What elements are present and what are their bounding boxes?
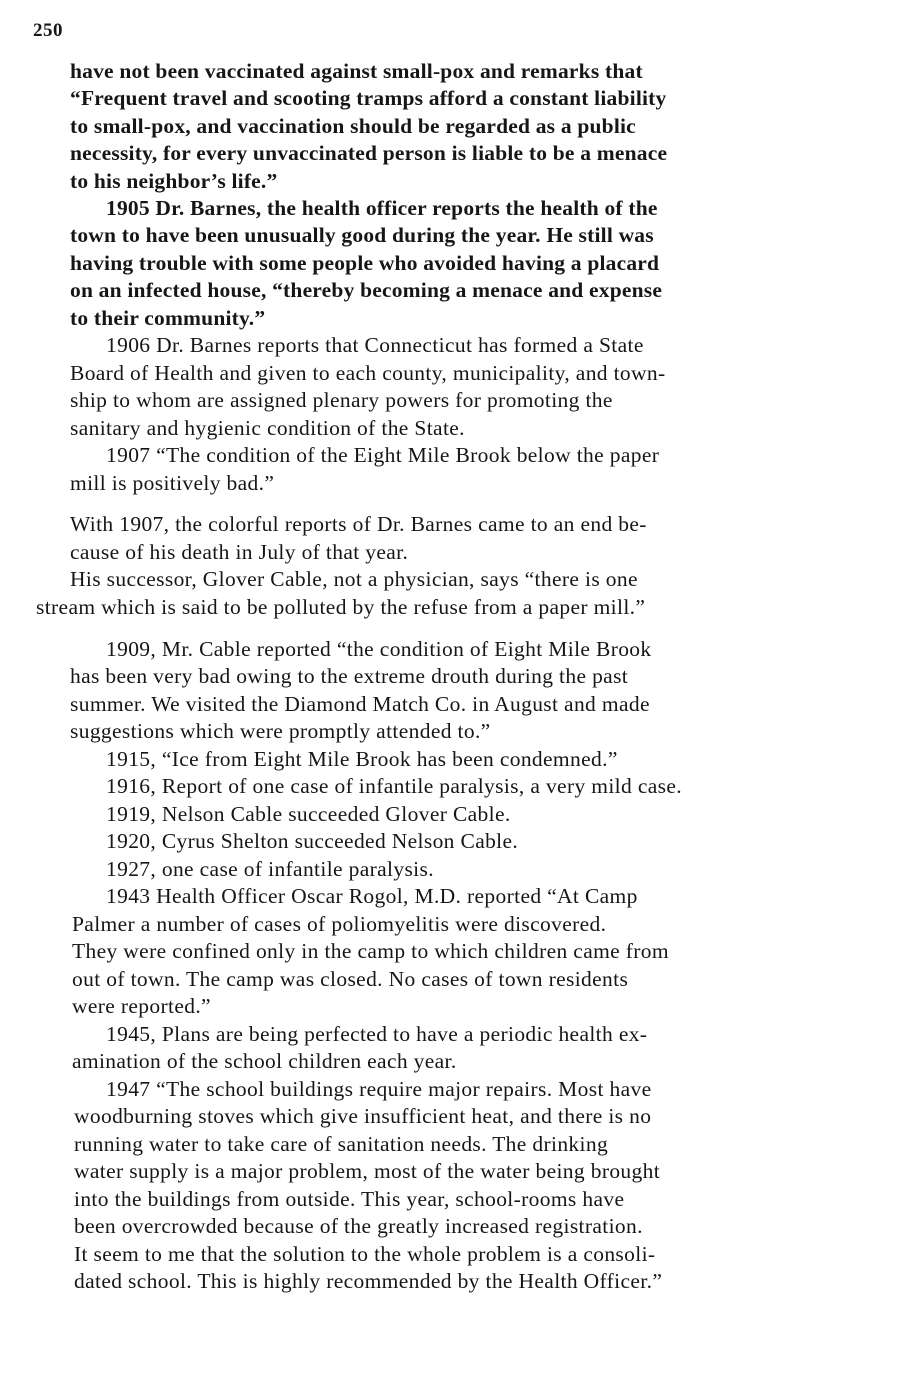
text-line: ship to whom are assigned plenary powers for promoting the xyxy=(70,388,613,412)
text-line: to small-pox, and vaccination should be regarded as a public xyxy=(70,114,636,138)
text-line: were reported.” xyxy=(72,994,211,1018)
text-line: It seem to me that the solution to the whole problem is a consoli- xyxy=(74,1242,656,1266)
text-line: water supply is a major problem, most of the water being brought xyxy=(74,1159,661,1183)
text-line: running water to take care of sanitation needs. The drinking xyxy=(74,1132,609,1156)
text-line: woodburning stoves which give insufficient heat, and there is no xyxy=(74,1104,652,1128)
text-line: suggestions which were promptly attended to.” xyxy=(70,719,491,743)
text-line: 1905 Dr. Barnes, the health officer reports the health of the xyxy=(106,196,658,220)
text-line: dated school. This is highly recommended by the Health Officer.” xyxy=(74,1269,663,1293)
text-line: into the buildings from outside. This year, school-rooms have xyxy=(74,1187,625,1211)
text-line: 1920, Cyrus Shelton succeeded Nelson Cable. xyxy=(106,829,519,853)
text-line: amination of the school children each year. xyxy=(72,1049,457,1073)
text-line: 1907 “The condition of the Eight Mile Brook below the paper xyxy=(106,443,660,467)
text-line: have not been vaccinated against small-pox and remarks that xyxy=(70,59,643,83)
text-line: on an infected house, “thereby becoming a menace and expense xyxy=(70,278,663,302)
text-line: been overcrowded because of the greatly increased registration. xyxy=(74,1214,643,1238)
text-line: 1915, “Ice from Eight Mile Brook has been condemned.” xyxy=(106,747,618,771)
text-line: out of town. The camp was closed. No cases of town residents xyxy=(72,967,629,991)
text-line: summer. We visited the Diamond Match Co. in August and made xyxy=(70,692,650,716)
text-line: 1909, Mr. Cable reported “the condition of Eight Mile Brook xyxy=(106,637,652,661)
text-line: to his neighbor’s life.” xyxy=(70,169,278,193)
text-line: 1945, Plans are being perfected to have a periodic health ex- xyxy=(106,1022,648,1046)
text-line: necessity, for every unvaccinated person is liable to be a menace xyxy=(70,141,668,165)
text-line: stream which is said to be polluted by the refuse from a paper mill.” xyxy=(36,595,646,619)
text-line: His successor, Glover Cable, not a physician, says “there is one xyxy=(70,567,638,591)
text-line: sanitary and hygienic condition of the State. xyxy=(70,416,465,440)
text-line: having trouble with some people who avoided having a placard xyxy=(70,251,660,275)
text-line: They were confined only in the camp to which children came from xyxy=(72,939,669,963)
text-line: Palmer a number of cases of poliomyelitis were discovered. xyxy=(72,912,607,936)
text-line: to their community.” xyxy=(70,306,266,330)
text-line: 1916, Report of one case of infantile paralysis, a very mild case. xyxy=(106,774,682,798)
text-line: With 1907, the colorful reports of Dr. Barnes came to an end be- xyxy=(70,512,647,536)
text-line: 1906 Dr. Barnes reports that Connecticut has formed a State xyxy=(106,333,644,357)
text-line: town to have been unusually good during the year. He still was xyxy=(70,223,654,247)
text-line: cause of his death in July of that year. xyxy=(70,540,409,564)
page-number: 250 xyxy=(33,20,63,41)
text-line: Board of Health and given to each county, municipality, and town- xyxy=(70,361,666,385)
text-line: 1927, one case of infantile paralysis. xyxy=(106,857,434,881)
text-line: 1943 Health Officer Oscar Rogol, M.D. reported “At Camp xyxy=(106,884,638,908)
text-line: mill is positively bad.” xyxy=(70,471,275,495)
text-line: 1919, Nelson Cable succeeded Glover Cable. xyxy=(106,802,511,826)
text-line: “Frequent travel and scooting tramps afford a constant liability xyxy=(70,86,667,110)
text-line: has been very bad owing to the extreme drouth during the past xyxy=(70,664,629,688)
text-line: 1947 “The school buildings require major repairs. Most have xyxy=(106,1077,652,1101)
